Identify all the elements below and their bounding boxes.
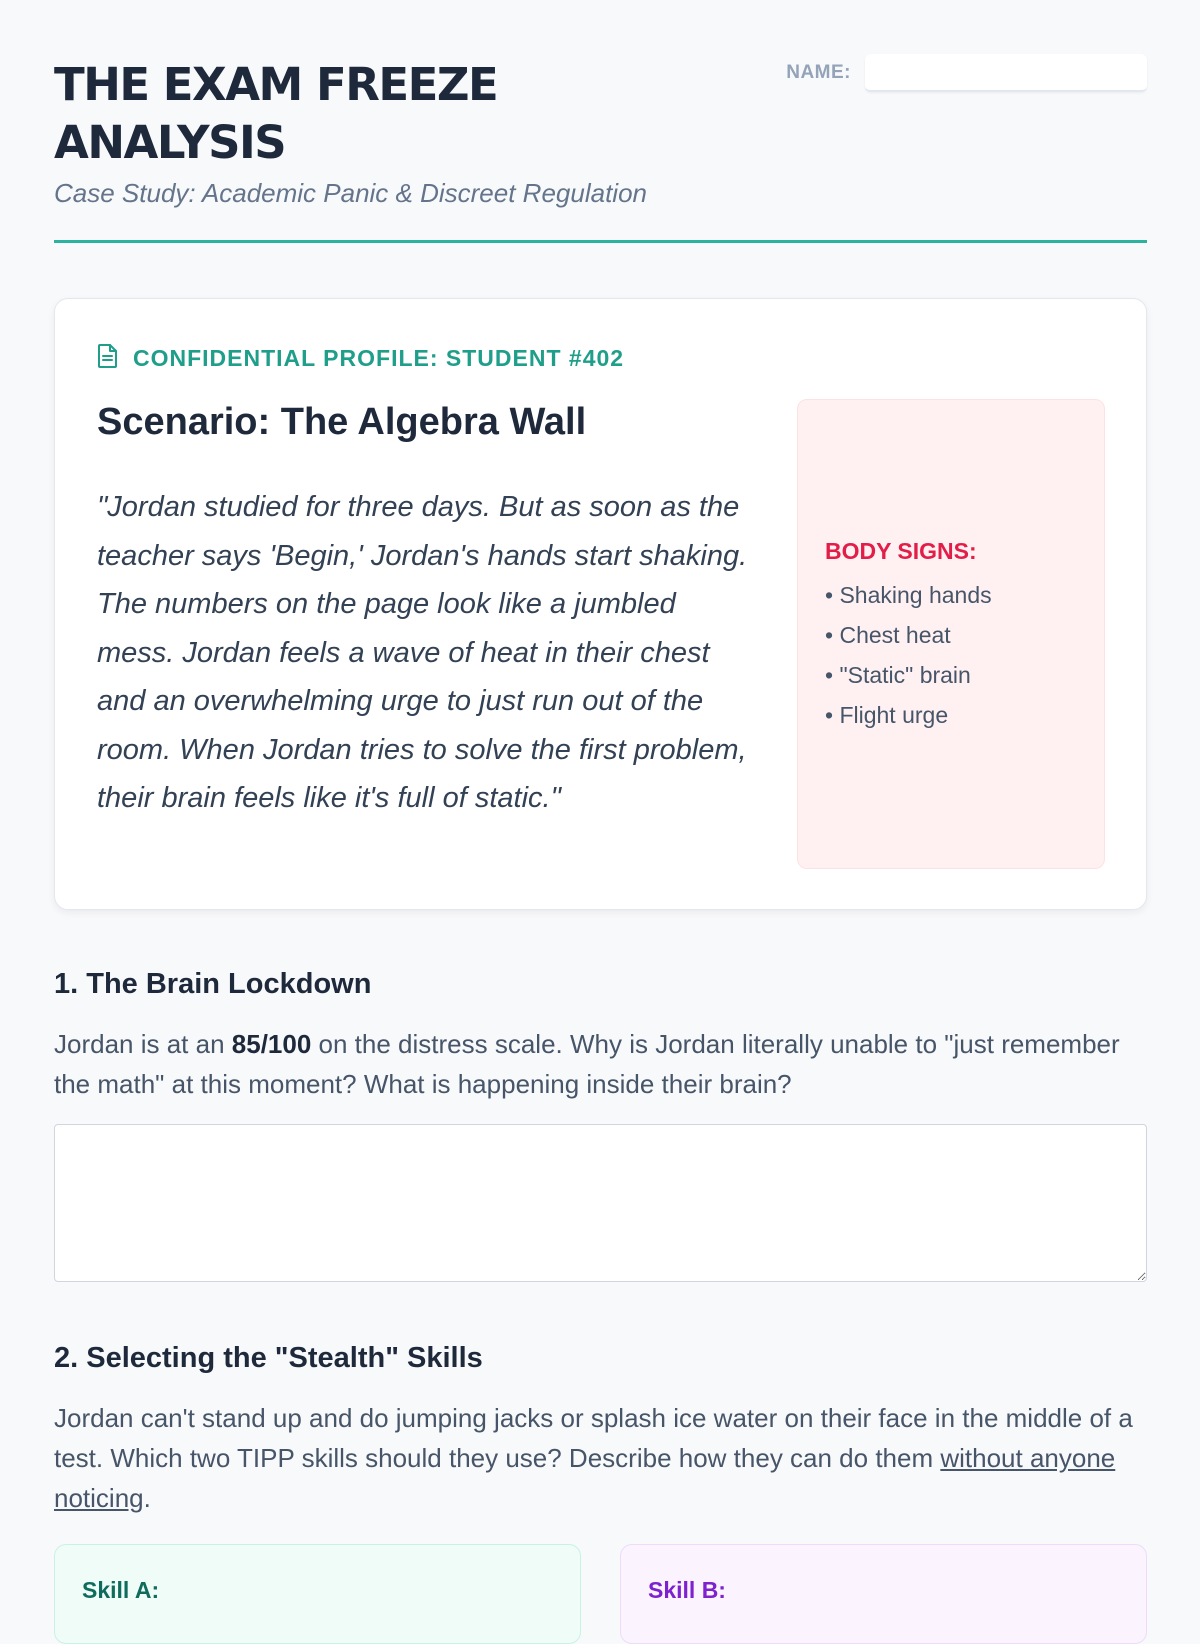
header-divider [54, 240, 1147, 243]
document-icon [97, 343, 133, 374]
skill-b-box[interactable] [620, 1544, 1147, 1644]
question-1-heading: 1. The Brain Lockdown [54, 968, 372, 1000]
name-field-group [786, 54, 1147, 92]
skill-a-box[interactable] [54, 1544, 581, 1644]
body-sign-item: • Chest heat [825, 615, 992, 655]
scenario-title: Scenario: The Algebra Wall [97, 401, 587, 443]
scenario-quote: "Jordan studied for three days. But as soon as the teacher says 'Begin,' Jordan's hands start shaking. The numbers on the page look like a jumbled mess. Jordan feels a wave of heat in their chest and an overwhelming urge to just run out of the room. When Jordan tries to solve the first problem, their brain feels like it's full of static." [97, 491, 748, 814]
profile-tag [97, 343, 624, 374]
name-label: NAME: [786, 62, 851, 83]
profile-tag-text: CONFIDENTIAL PROFILE: STUDENT #402 [133, 345, 625, 371]
page-subtitle: Case Study: Academic Panic & Discreet Regulation [54, 178, 647, 208]
body-sign-item: • "Static" brain [825, 655, 992, 695]
name-input[interactable] [865, 54, 1147, 92]
body-signs-box [797, 399, 1105, 869]
skill-b-label: Skill B: [648, 1577, 726, 1603]
question-2-text: Jordan can't stand up and do jumping jacks or splash ice water on their face in the middle of a test. Which two TIPP skills should they use? Describe how they can do them without anyone noticing. [54, 1403, 1133, 1513]
body-signs-title: BODY SIGNS: [825, 538, 977, 564]
question-1-text: Jordan is at an 85/100 on the distress scale. Why is Jordan literally unable to "just remember the math" at this moment? What is happening inside their brain? [54, 1029, 1120, 1099]
body-signs-list [825, 575, 992, 735]
question-2-heading: 2. Selecting the "Stealth" Skills [54, 1342, 483, 1374]
skill-a-label: Skill A: [82, 1577, 160, 1603]
question-1-answer-box[interactable] [54, 1124, 1147, 1282]
page-title: THE EXAM FREEZE ANALYSIS [54, 58, 498, 169]
body-sign-item: • Shaking hands [825, 575, 992, 615]
profile-card [54, 298, 1147, 910]
body-sign-item: • Flight urge [825, 695, 992, 735]
